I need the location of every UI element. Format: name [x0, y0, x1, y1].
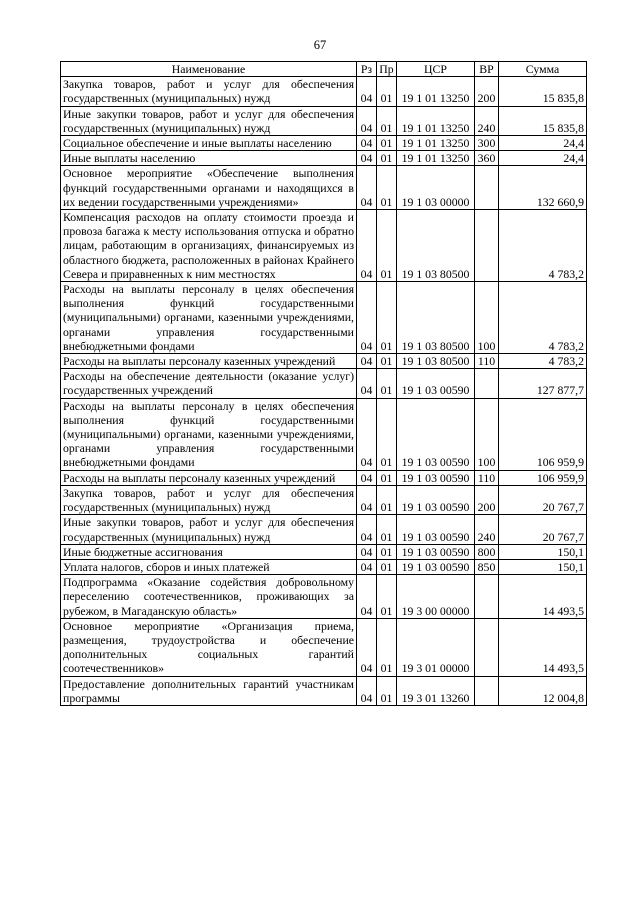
table-row [61, 470, 587, 485]
cell-pr: 01 [377, 282, 397, 354]
cell-vr: 300 [475, 136, 499, 151]
cell-vr [475, 369, 499, 398]
cell-vr: 110 [475, 354, 499, 369]
table-row [61, 166, 587, 210]
cell-name: Основное мероприятие «Организация приема, размещения, трудоустройства и обеспечение дополнительных социальных гарантий соотечественников» [61, 618, 357, 676]
cell-sum: 24,4 [499, 151, 587, 166]
cell-pr: 01 [377, 210, 397, 282]
cell-rz: 04 [357, 106, 377, 135]
cell-csr: 19 1 03 00590 [397, 559, 475, 574]
table-row [61, 485, 587, 514]
cell-csr: 19 1 03 00590 [397, 398, 475, 470]
cell-name: Социальное обеспечение и иные выплаты населению [61, 136, 357, 151]
budget-table [60, 61, 587, 706]
cell-pr: 01 [377, 354, 397, 369]
cell-csr: 19 1 03 00590 [397, 485, 475, 514]
cell-csr: 19 1 03 00590 [397, 515, 475, 544]
cell-sum: 15 835,8 [499, 106, 587, 135]
header-sum: Сумма [499, 62, 587, 77]
cell-vr: 100 [475, 282, 499, 354]
cell-vr: 110 [475, 470, 499, 485]
table-header-row [61, 62, 587, 77]
cell-vr: 850 [475, 559, 499, 574]
cell-pr: 01 [377, 166, 397, 210]
cell-pr: 01 [377, 398, 397, 470]
cell-sum: 20 767,7 [499, 485, 587, 514]
table-row [61, 77, 587, 106]
cell-vr [475, 210, 499, 282]
table-row [61, 559, 587, 574]
cell-rz: 04 [357, 575, 377, 619]
page-number: 67 [313, 38, 327, 52]
table-row [61, 618, 587, 676]
cell-sum: 132 660,9 [499, 166, 587, 210]
cell-name: Расходы на выплаты персоналу в целях обеспечения выполнения функций государственными (муниципальными) органами, казенными учреждениями, органами управления государственными внебюджетными фондами [61, 398, 357, 470]
table-row [61, 676, 587, 705]
cell-pr: 01 [377, 136, 397, 151]
cell-csr: 19 1 01 13250 [397, 151, 475, 166]
table-row [61, 515, 587, 544]
cell-sum: 127 877,7 [499, 369, 587, 398]
cell-csr: 19 3 01 00000 [397, 618, 475, 676]
cell-sum: 4 783,2 [499, 210, 587, 282]
cell-sum: 12 004,8 [499, 676, 587, 705]
cell-sum: 106 959,9 [499, 398, 587, 470]
cell-name: Закупка товаров, работ и услуг для обеспечения государственных (муниципальных) нужд [61, 485, 357, 514]
cell-rz: 04 [357, 136, 377, 151]
cell-rz: 04 [357, 282, 377, 354]
cell-csr: 19 1 03 80500 [397, 282, 475, 354]
cell-sum: 14 493,5 [499, 618, 587, 676]
cell-pr: 01 [377, 369, 397, 398]
cell-vr: 200 [475, 485, 499, 514]
cell-pr: 01 [377, 618, 397, 676]
cell-rz: 04 [357, 515, 377, 544]
cell-pr: 01 [377, 559, 397, 574]
cell-pr: 01 [377, 575, 397, 619]
cell-rz: 04 [357, 210, 377, 282]
table-row [61, 282, 587, 354]
header-rz: Рз [357, 62, 377, 77]
table-row [61, 106, 587, 135]
cell-csr: 19 1 03 00590 [397, 544, 475, 559]
cell-name: Расходы на выплаты персоналу казенных учреждений [61, 354, 357, 369]
cell-vr: 240 [475, 515, 499, 544]
cell-sum: 106 959,9 [499, 470, 587, 485]
table-row [61, 210, 587, 282]
cell-csr: 19 1 03 00590 [397, 470, 475, 485]
cell-sum: 15 835,8 [499, 77, 587, 106]
cell-vr [475, 575, 499, 619]
table-row [61, 136, 587, 151]
cell-vr: 360 [475, 151, 499, 166]
cell-name: Расходы на обеспечение деятельности (оказание услуг) государственных учреждений [61, 369, 357, 398]
table-row [61, 575, 587, 619]
cell-pr: 01 [377, 77, 397, 106]
cell-sum: 4 783,2 [499, 354, 587, 369]
cell-vr: 200 [475, 77, 499, 106]
cell-rz: 04 [357, 544, 377, 559]
cell-rz: 04 [357, 151, 377, 166]
cell-name: Основное мероприятие «Обеспечение выполнения функций государственными органами и находящихся в их ведении государственными учреждениями» [61, 166, 357, 210]
table-row [61, 354, 587, 369]
cell-name: Уплата налогов, сборов и иных платежей [61, 559, 357, 574]
cell-rz: 04 [357, 559, 377, 574]
cell-rz: 04 [357, 485, 377, 514]
cell-rz: 04 [357, 369, 377, 398]
cell-pr: 01 [377, 106, 397, 135]
cell-csr: 19 1 03 80500 [397, 210, 475, 282]
cell-csr: 19 1 01 13250 [397, 77, 475, 106]
cell-name: Иные закупки товаров, работ и услуг для обеспечения государственных (муниципальных) нужд [61, 515, 357, 544]
header-pr: Пр [377, 62, 397, 77]
cell-name: Расходы на выплаты персоналу казенных учреждений [61, 470, 357, 485]
cell-csr: 19 3 00 00000 [397, 575, 475, 619]
cell-pr: 01 [377, 151, 397, 166]
cell-csr: 19 3 01 13260 [397, 676, 475, 705]
cell-vr: 240 [475, 106, 499, 135]
cell-name: Иные выплаты населению [61, 151, 357, 166]
cell-name: Подпрограмма «Оказание содействия добровольному переселению соотечественников, проживающих за рубежом, в Магаданскую область» [61, 575, 357, 619]
header-csr: ЦСР [397, 62, 475, 77]
cell-name: Предоставление дополнительных гарантий участникам программы [61, 676, 357, 705]
table-row [61, 151, 587, 166]
cell-name: Компенсация расходов на оплату стоимости проезда и провоза багажа к месту использования отпуска и обратно лицам, работающим в организациях, финансируемых из областного бюджета, расположенных в районах Крайнего Севера и приравненных к ним местностях [61, 210, 357, 282]
cell-vr [475, 618, 499, 676]
cell-sum: 150,1 [499, 544, 587, 559]
cell-rz: 04 [357, 166, 377, 210]
header-vr: ВР [475, 62, 499, 77]
cell-sum: 150,1 [499, 559, 587, 574]
cell-sum: 20 767,7 [499, 515, 587, 544]
table-row [61, 398, 587, 470]
header-name: Наименование [61, 62, 357, 77]
cell-sum: 4 783,2 [499, 282, 587, 354]
cell-csr: 19 1 01 13250 [397, 136, 475, 151]
cell-pr: 01 [377, 676, 397, 705]
cell-name: Иные бюджетные ассигнования [61, 544, 357, 559]
cell-name: Иные закупки товаров, работ и услуг для обеспечения государственных (муниципальных) нужд [61, 106, 357, 135]
cell-rz: 04 [357, 676, 377, 705]
cell-rz: 04 [357, 354, 377, 369]
cell-pr: 01 [377, 544, 397, 559]
cell-rz: 04 [357, 470, 377, 485]
table-body [61, 77, 587, 706]
cell-sum: 14 493,5 [499, 575, 587, 619]
cell-sum: 24,4 [499, 136, 587, 151]
cell-vr [475, 166, 499, 210]
cell-rz: 04 [357, 618, 377, 676]
cell-csr: 19 1 03 00000 [397, 166, 475, 210]
cell-csr: 19 1 01 13250 [397, 106, 475, 135]
cell-vr: 100 [475, 398, 499, 470]
table-row [61, 369, 587, 398]
table-row [61, 544, 587, 559]
cell-csr: 19 1 03 80500 [397, 354, 475, 369]
cell-name: Расходы на выплаты персоналу в целях обеспечения выполнения функций государственными (муниципальными) органами, казенными учреждениями, органами управления государственными внебюджетными фондами [61, 282, 357, 354]
cell-pr: 01 [377, 470, 397, 485]
cell-vr: 800 [475, 544, 499, 559]
cell-csr: 19 1 03 00590 [397, 369, 475, 398]
cell-name: Закупка товаров, работ и услуг для обеспечения государственных (муниципальных) нужд [61, 77, 357, 106]
cell-vr [475, 676, 499, 705]
cell-pr: 01 [377, 515, 397, 544]
cell-rz: 04 [357, 398, 377, 470]
cell-rz: 04 [357, 77, 377, 106]
cell-pr: 01 [377, 485, 397, 514]
